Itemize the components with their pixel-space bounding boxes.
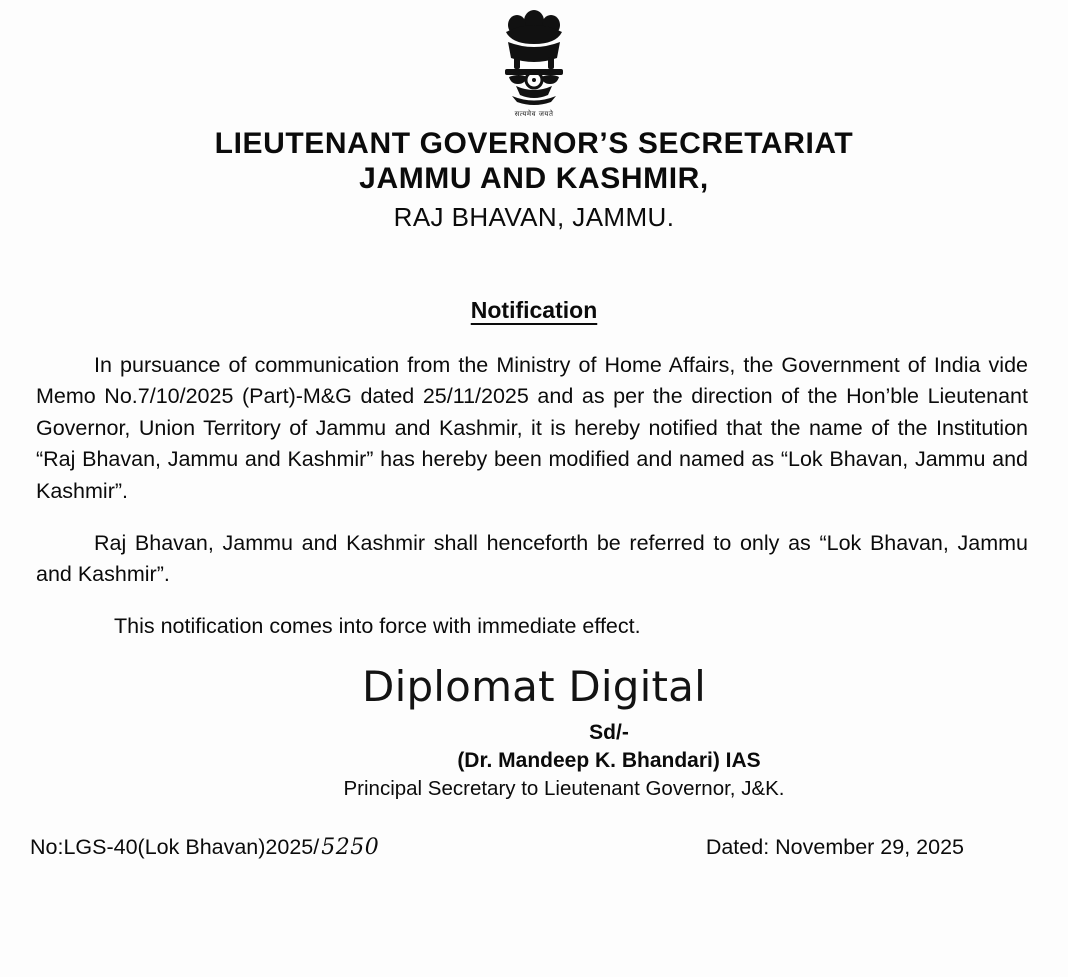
header-line-1: LIEUTENANT GOVERNOR’S SECRETARIAT: [214, 127, 854, 160]
document-date: Dated: November 29, 2025: [705, 835, 964, 860]
signatory-designation: Principal Secretary to Lieutenant Governor, J&K.: [343, 777, 785, 801]
page-title: Notification: [470, 296, 598, 323]
india-state-emblem-icon: [486, 8, 582, 120]
signature-block: [28, 721, 1040, 801]
header-line-3: RAJ BHAVAN, JAMMU.: [393, 201, 675, 232]
paragraph-2: Raj Bhavan, Jammu and Kashmir shall henceforth be referred to only as “Lok Bhavan, Jammu and Kashmir”.: [36, 530, 1028, 587]
header-line-2: JAMMU AND KASHMIR,: [359, 162, 709, 196]
signatory-name: (Dr. Mandeep K. Bhandari) IAS: [457, 749, 761, 773]
emblem-motto: सत्यमेव जयते: [514, 110, 554, 118]
paragraph-3: This notification comes into force with immediate effect.: [114, 613, 641, 638]
document-footer: [28, 835, 1040, 860]
document-body: [28, 350, 1040, 643]
document-header: [28, 126, 1040, 235]
emblem-container: [28, 0, 1040, 120]
reference-label: No:LGS-40(Lok Bhavan)2025/: [30, 835, 320, 860]
signature-sd: Sd/-: [589, 721, 629, 745]
watermark-text: Diplomat Digital: [362, 662, 706, 712]
reference-number: [30, 835, 379, 860]
diary-number-handwritten: 5250: [321, 835, 380, 861]
paragraph-1: In pursuance of communication from the Ministry of Home Affairs, the Government of India vide Memo No.7/10/2025 (Part)-M&G dated 25/11/2025 and as per the direction of the Hon’ble Lieutenant Governor, Union Territory of Jammu and Kashmir, it is hereby notified that the name of the Institution “Raj Bhavan, Jammu and Kashmir” has hereby been modified and named as “Lok Bhavan, Jammu and Kashmir”.: [36, 352, 1028, 503]
